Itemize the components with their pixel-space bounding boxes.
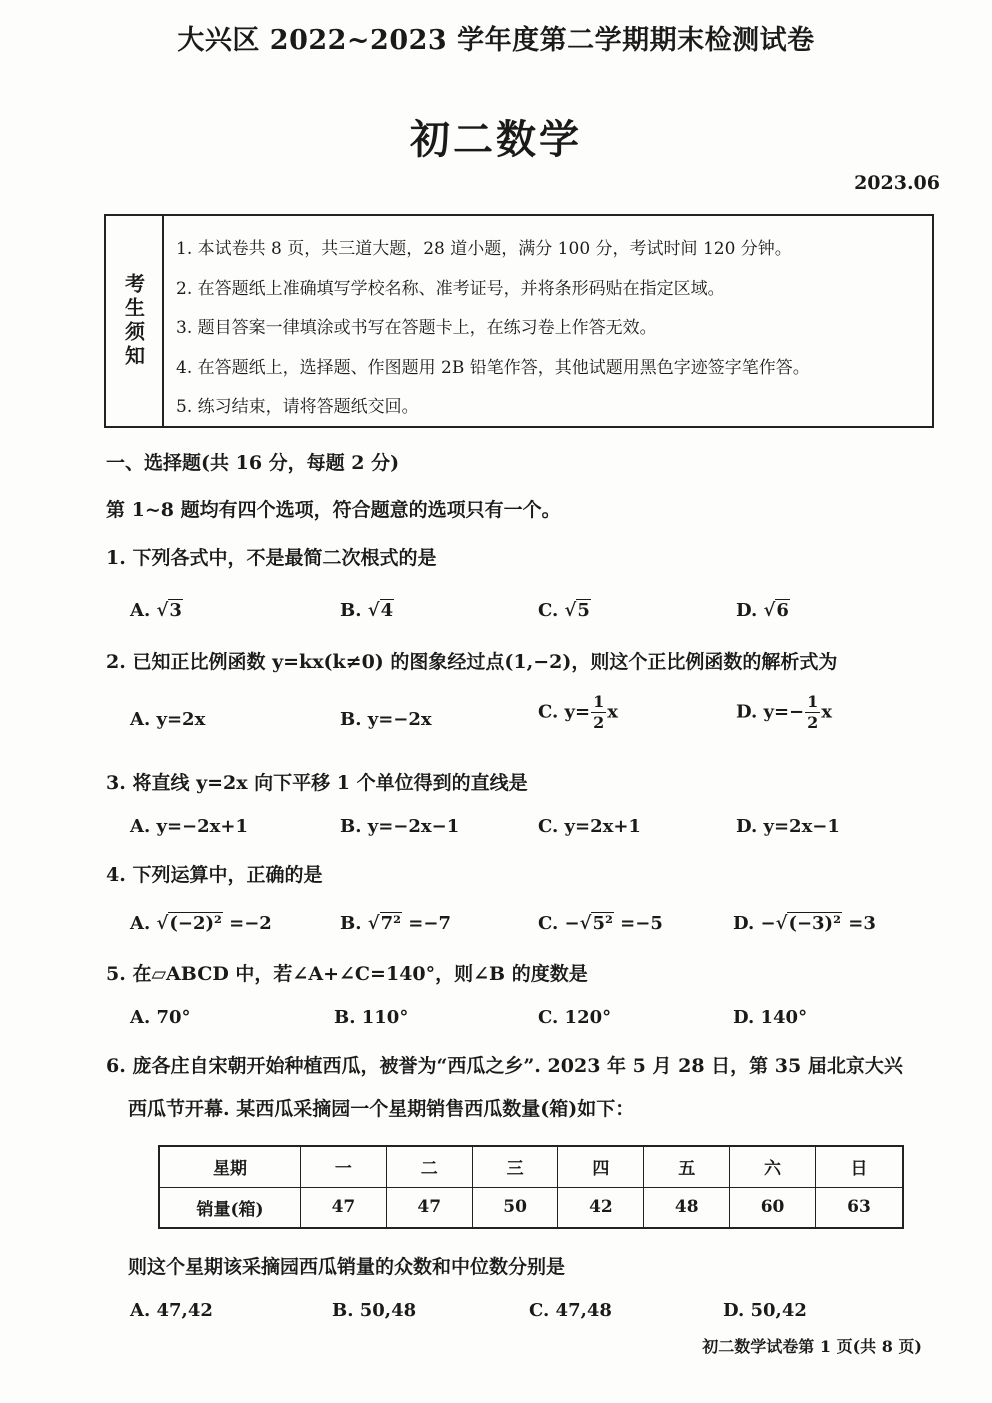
option-prefix: A. — [130, 913, 157, 934]
notice-item: 5. 练习结束，请将答题纸交回。 — [176, 397, 419, 417]
fraction — [591, 694, 606, 731]
radicand: 7² — [380, 913, 402, 934]
question-1-stem: 1. 下列各式中，不是最简二次根式的是 — [106, 547, 437, 569]
q1-option-d: D. √6 — [736, 600, 789, 621]
q1-option-a: A. √3 — [130, 600, 182, 621]
subject-title: 初二数学 — [410, 116, 582, 163]
q1-option-b: B. √4 — [340, 600, 394, 621]
table-cell: 四 — [558, 1146, 644, 1187]
table-cell: 60 — [730, 1187, 816, 1228]
option-label: B. — [340, 600, 362, 621]
question-3-stem: 3. 将直线 y=2x 向下平移 1 个单位得到的直线是 — [106, 772, 528, 794]
q3-option-d: D. y=2x−1 — [736, 816, 840, 837]
denominator: 2 — [807, 713, 819, 732]
table-cell: 一 — [301, 1146, 387, 1187]
q5-option-a: A. 70° — [130, 1007, 191, 1028]
table-cell: 42 — [558, 1187, 644, 1228]
question-2-stem: 2. 已知正比例函数 y=kx(k≠0) 的图象经过点(1,−2)，则这个正比例函数的解析式为 — [106, 651, 838, 673]
radicand: 4 — [380, 600, 394, 621]
option-prefix: D. − — [733, 913, 776, 934]
q2-option-a: A. y=2x — [130, 709, 206, 730]
table-cell: 二 — [386, 1146, 472, 1187]
notice-item: 4. 在答题纸上，选择题、作图题用 2B 铅笔作答，其他试题用黑色字迹签字笔作答。 — [176, 357, 810, 378]
q4-option-c: C. −√5² =−5 — [538, 913, 663, 934]
sales-table — [158, 1145, 904, 1229]
option-label: C. — [538, 600, 559, 621]
numerator: 1 — [593, 692, 605, 711]
question-6-stem-continued: 西瓜节开幕. 某西瓜采摘园一个星期销售西瓜数量(箱)如下： — [128, 1098, 635, 1120]
table-cell: 47 — [301, 1187, 387, 1228]
option-suffix: x — [821, 701, 832, 723]
q2-option-b: B. y=−2x — [340, 709, 432, 730]
table-cell: 六 — [730, 1146, 816, 1187]
notice-item: 3. 题目答案一律填涂或书写在答题卡上，在练习卷上作答无效。 — [176, 318, 657, 338]
question-4-stem: 4. 下列运算中，正确的是 — [106, 864, 323, 886]
table-cell: 50 — [472, 1187, 558, 1228]
fraction — [805, 694, 820, 731]
radicand: 6 — [776, 600, 789, 621]
q6-option-c: C. 47,48 — [529, 1300, 612, 1321]
notice-item: 2. 在答题纸上准确填写学校名称、准考证号，并将条形码贴在指定区域。 — [176, 278, 725, 299]
option-suffix: =3 — [841, 913, 876, 934]
q5-option-b: B. 110° — [334, 1007, 409, 1028]
section-heading: 一、选择题(共 16 分，每题 2 分) — [106, 452, 400, 474]
section-intro: 第 1~8 题均有四个选项，符合题意的选项只有一个。 — [106, 499, 561, 521]
table-cell: 五 — [644, 1146, 730, 1187]
question-5-stem: 5. 在▱ABCD 中，若∠A+∠C=140°，则∠B 的度数是 — [106, 963, 588, 985]
table-cell: 48 — [644, 1187, 730, 1228]
table-cell: 星期 — [159, 1146, 301, 1187]
q4-option-d: D. −√(−3)² =3 — [733, 913, 876, 934]
radicand: 5 — [577, 600, 590, 621]
candidate-notice-box — [104, 214, 934, 428]
option-label: A. — [130, 600, 151, 621]
radicand: 3 — [169, 600, 182, 621]
table-cell: 销量(箱) — [159, 1187, 301, 1228]
exam-date: 2023.06 — [854, 172, 940, 194]
radicand: (−3)² — [788, 913, 841, 934]
page-footer: 初二数学试卷第 1 页(共 8 页) — [702, 1337, 922, 1356]
q3-option-b: B. y=−2x−1 — [340, 816, 460, 837]
q5-option-d: D. 140° — [733, 1007, 808, 1028]
option-label: D. — [736, 600, 758, 621]
q6-option-b: B. 50,48 — [332, 1300, 417, 1321]
notice-label: 考生须知 — [121, 273, 146, 369]
q4-option-b: B. √7² =−7 — [340, 913, 451, 934]
q3-option-a: A. y=−2x+1 — [130, 816, 248, 837]
denominator: 2 — [593, 713, 605, 732]
q2-option-c — [538, 694, 618, 731]
notice-item: 1. 本试卷共 8 页，共三道大题，28 道小题，满分 100 分，考试时间 120 分钟。 — [176, 239, 792, 259]
q6-option-d: D. 50,42 — [723, 1300, 807, 1321]
table-cell: 63 — [815, 1187, 903, 1228]
table-cell: 日 — [815, 1146, 903, 1187]
q5-option-c: C. 120° — [538, 1007, 612, 1028]
exam-header-title: 大兴区 2022~2023 学年度第二学期期末检测试卷 — [177, 25, 815, 56]
table-cell: 三 — [472, 1146, 558, 1187]
option-suffix: =−2 — [222, 913, 272, 934]
question-6-ask: 则这个星期该采摘园西瓜销量的众数和中位数分别是 — [128, 1256, 566, 1278]
option-suffix: x — [607, 701, 618, 723]
q4-option-a: A. √(−2)² =−2 — [130, 913, 272, 934]
table-cell: 47 — [386, 1187, 472, 1228]
notice-label-cell — [106, 216, 164, 426]
q3-option-c: C. y=2x+1 — [538, 816, 641, 837]
option-prefix: C. − — [538, 913, 580, 934]
q2-option-d — [736, 694, 832, 731]
option-prefix: C. y= — [538, 701, 591, 723]
q1-option-c: C. √5 — [538, 600, 590, 621]
table-header-row — [159, 1146, 903, 1187]
option-prefix: B. — [340, 913, 368, 934]
table-row — [159, 1187, 903, 1228]
q6-option-a: A. 47,42 — [130, 1300, 213, 1321]
numerator: 1 — [807, 692, 819, 711]
question-6-stem: 6. 庞各庄自宋朝开始种植西瓜，被誉为“西瓜之乡”. 2023 年 5 月 28 日，第 35 届北京大兴 — [106, 1055, 903, 1077]
notice-list — [176, 230, 924, 428]
radicand: 5² — [592, 913, 613, 934]
option-suffix: =−5 — [613, 913, 663, 934]
option-suffix: =−7 — [402, 913, 451, 934]
option-prefix: D. y=− — [736, 701, 805, 723]
radicand: (−2)² — [169, 913, 222, 934]
